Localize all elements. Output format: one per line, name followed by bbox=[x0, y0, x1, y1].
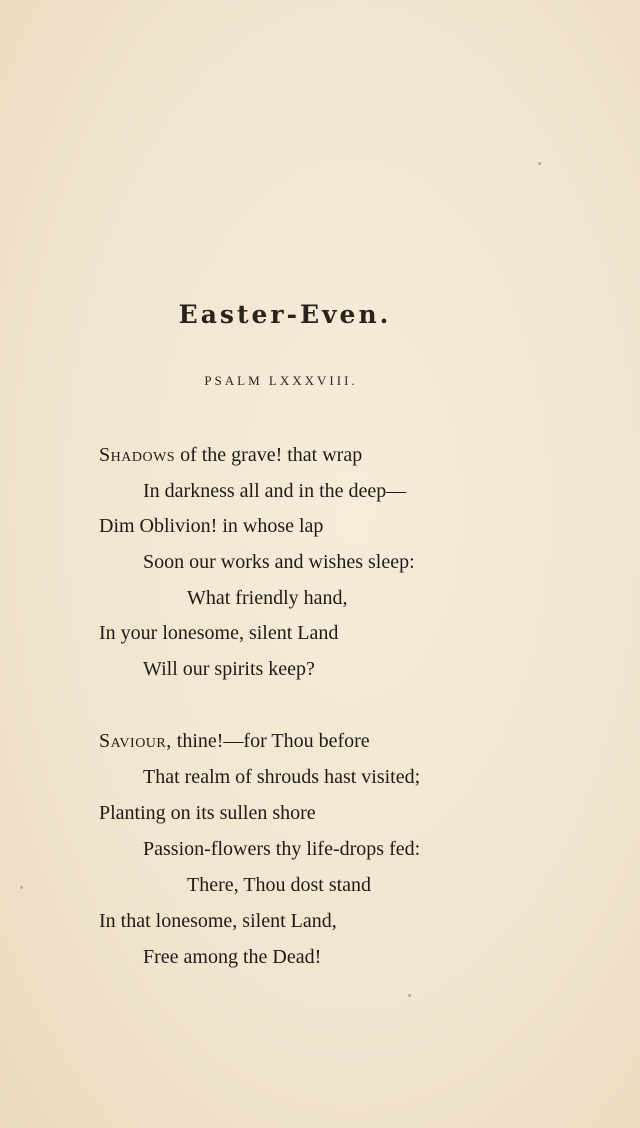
poem-title: Easter-Even. bbox=[178, 300, 392, 329]
verse-text: thine!—for Thou before bbox=[171, 730, 370, 752]
verse-line: Passion-flowers thy life-drops fed: bbox=[143, 838, 421, 860]
verse-line bbox=[99, 443, 362, 467]
verse-line: In darkness all and in the deep— bbox=[143, 480, 407, 502]
verse-line: What friendly hand, bbox=[187, 587, 348, 609]
verse-lead-word: Shadows bbox=[99, 444, 176, 466]
verse-text: of the grave! that wrap bbox=[175, 444, 363, 466]
verse-lead-word: Saviour, bbox=[99, 730, 172, 752]
verse-line: There, Thou dost stand bbox=[187, 874, 372, 896]
paper-speck bbox=[408, 994, 411, 997]
poem-subtitle: PSALM LXXXVIII. bbox=[204, 373, 358, 388]
verse-line: In your lonesome, silent Land bbox=[99, 622, 339, 644]
verse-line: Soon our works and wishes sleep: bbox=[143, 551, 415, 573]
verse-line bbox=[99, 729, 370, 753]
paper-speck bbox=[538, 162, 541, 165]
paper-speck bbox=[20, 886, 23, 889]
verse-line: Dim Oblivion! in whose lap bbox=[99, 515, 324, 537]
verse-line: In that lonesome, silent Land, bbox=[99, 910, 337, 932]
verse-line: That realm of shrouds hast visited; bbox=[143, 766, 421, 788]
verse-line: Will our spirits keep? bbox=[143, 658, 315, 680]
verse-line: Free among the Dead! bbox=[143, 946, 322, 968]
verse-line: Planting on its sullen shore bbox=[99, 802, 316, 824]
